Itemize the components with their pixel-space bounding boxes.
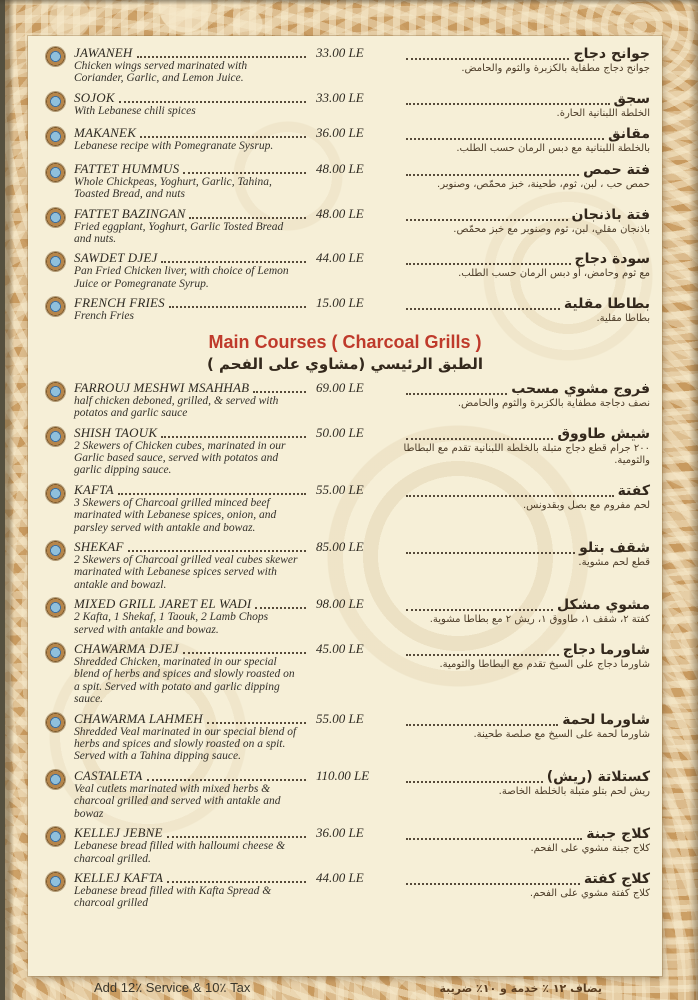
item-arabic-block [402,162,650,192]
item-arabic-block [402,126,650,156]
dotted-leader [255,597,306,609]
item-price: 44.00 LE [316,250,364,266]
item-price: 48.00 LE [316,205,364,221]
dotted-leader [183,642,306,654]
item-description-en: Veal cutlets marinated with mixed herbs & charcoal grilled and served with antakle and bowaz [74,782,281,820]
item-english-block [74,597,310,636]
restaurant-logo-badge-icon [46,127,65,146]
item-english-block [74,712,310,763]
item-name-ar: شاورما لحمة [562,711,650,728]
dotted-leader [137,46,307,58]
restaurant-logo-badge-icon [46,163,65,182]
item-english-block [74,381,310,420]
restaurant-logo-badge-icon [46,872,65,891]
dotted-leader [406,428,553,440]
item-name-en: SHEKAF [74,539,124,554]
dotted-leader [167,871,306,883]
item-description-en: 2 Skewers of Charcoal grilled veal cubes skewer marinated with Lebanese spices served with antakle and bowazl. [74,554,298,591]
item-name-en: CASTALETA [74,767,143,783]
item-description-en: Chicken wings served marinated with Coriander, Garlic, and Lemon Juice. [74,60,248,85]
item-arabic-block [402,769,650,799]
item-price: 55.00 LE [316,710,364,726]
dotted-leader [183,162,306,174]
dotted-leader [147,769,307,781]
item-price: 33.00 LE [316,45,364,60]
item-english-block [74,642,310,706]
item-name-ar: سجق [613,90,650,107]
dotted-leader [406,383,507,395]
item-description-ar: الخلطة اللبنانية الحارة. [556,107,650,119]
item-arabic-block [402,46,650,76]
menu-item-row [40,162,650,201]
item-arabic-block [402,91,650,121]
menu-item-row [40,871,650,910]
item-description-en: Whole Chickpeas, Yoghurt, Garlic, Tahina, Toasted Bread, and nuts [74,175,272,201]
item-description-ar: نصف دجاجة مطفاية بالكزبرة والثوم والحامض. [457,397,650,409]
dotted-leader [161,426,306,438]
dotted-leader [167,826,306,838]
item-name-en: SOJOK [74,89,115,105]
restaurant-logo-badge-icon [46,382,65,401]
item-name-en: FATTET BAZINGAN [74,205,186,221]
dotted-leader [118,483,306,495]
menu-item-row [40,91,650,121]
item-arabic-block [402,712,650,742]
restaurant-logo-badge-icon [46,208,65,227]
item-english-block [74,426,310,477]
item-description-ar: قطع لحم مشوية. [578,557,650,568]
item-description-en: Pan Fried Chicken liver, with choice of Lemon Juice or Pomegranate Syrup. [74,265,289,290]
item-english-block [74,540,310,591]
restaurant-logo-badge-icon [46,598,65,617]
dotted-leader [406,253,571,265]
footer-note-en: Add 12٪ Service & 10٪ Tax [94,980,251,995]
menu-item-row [40,483,650,534]
dotted-leader [169,296,306,308]
dotted-leader [253,381,306,393]
item-description-en: With Lebanese chili spices [74,104,196,117]
item-english-block [74,91,310,117]
item-price: 44.00 LE [316,869,364,885]
restaurant-logo-badge-icon [46,484,65,503]
item-price: 110.00 LE [316,767,370,783]
item-description-ar: شاورما دجاج على السيخ تقدم مع البطاطا والثومية. [439,659,650,671]
item-description-en: French Fries [74,310,134,323]
footer-note [28,979,662,997]
restaurant-logo-badge-icon [46,541,65,560]
item-price: 85.00 LE [316,539,364,554]
item-name-ar: مقانق [608,126,650,143]
dotted-leader [207,712,306,724]
dotted-leader [406,714,558,726]
restaurant-logo-badge-icon [46,47,65,66]
menu-page [28,36,662,976]
item-arabic-block [402,871,650,901]
item-name-en: FARROUJ MESHWI MSAHHAB [74,379,250,395]
section-heading [40,332,650,373]
item-name-ar: كستلاتة (ريش) [546,768,650,785]
menu-item-row [40,769,650,820]
dotted-leader [161,251,306,263]
item-price: 50.00 LE [316,424,364,440]
item-arabic-block [402,826,650,856]
scan-edge-left [0,0,14,1000]
menu-item-row [40,296,650,326]
item-price: 36.00 LE [316,825,364,841]
item-price: 15.00 LE [316,295,364,311]
dotted-leader [406,599,553,611]
footer-note-ar: يضاف ١٢ ٪ خدمة و ١٠٪ ضريبة [439,981,602,995]
item-description-ar: ٢٠٠ جرام قطع دجاج متبلة بالخلطة اللبنانية تقدم مع البطاطا والثومية. [403,442,650,467]
item-arabic-block [402,642,650,672]
item-price: 36.00 LE [316,125,364,141]
restaurant-logo-badge-icon [46,252,65,271]
item-english-block [74,162,310,201]
item-description-en: Fried eggplant, Yoghurt, Garlic Tosted Bread and nuts. [74,220,284,246]
item-arabic-block [402,597,650,627]
item-description-ar: كلاج كفتة مشوي على الفحم. [529,887,650,899]
restaurant-logo-badge-icon [46,643,65,662]
item-name-ar: فروج مشوي مسحب [511,380,650,397]
restaurant-logo-badge-icon [46,92,65,111]
item-name-en: MIXED GRILL JARET EL WADI [74,596,252,612]
item-price: 45.00 LE [316,641,364,657]
restaurant-logo-badge-icon [46,770,65,789]
item-arabic-block [402,207,650,237]
item-description-en: 2 Skewers of Chicken cubes, marinated in our Garlic based sauce, served with potatos and garlic dipping sauce. [74,439,286,477]
item-english-block [74,207,310,246]
item-name-en: SAWDET DJEJ [74,250,158,266]
item-arabic-block [402,540,650,570]
dotted-leader [406,164,579,176]
item-name-ar: شاورما دجاج [562,642,650,659]
dotted-leader [128,540,306,552]
item-arabic-block [402,483,650,513]
item-name-ar: جوانح دجاج [573,46,650,62]
item-description-ar: شاورما لحمة على السيخ مع صلصة طحينة. [473,728,650,740]
item-description-ar: مع ثوم وحامض، أو دبس الرمان حسب الطلب. [458,268,650,280]
item-name-ar: كلاج جبنة [586,826,650,843]
item-arabic-block [402,381,650,411]
item-name-ar: فتة باذنجان [571,206,650,223]
dotted-leader [189,207,306,219]
item-price: 98.00 LE [316,596,364,612]
dotted-leader [119,91,306,103]
dotted-leader [406,644,559,656]
item-name-ar: فتة حمص [583,161,650,178]
item-name-en: KELLEJ JEBNE [74,825,163,841]
item-name-ar: شقف بتلو [579,540,650,556]
menu-item-row [40,597,650,636]
item-name-en: FATTET HUMMUS [74,160,180,176]
item-description-en: Lebanese bread filled with Kafta Spread & charcoal grilled [74,884,272,910]
item-description-en: Shredded Veal marinated in our special blend of herbs and spices and slowly roasted on a spit. Served with a Tahina dipping sauce. [74,725,297,763]
item-name-en: MAKANEK [74,125,137,141]
item-name-ar: بطاطا مقلية [563,296,650,313]
section-heading-ar: الطبق الرئيسي (مشاوي على الفحم ) [206,354,484,373]
restaurant-logo-badge-icon [46,427,65,446]
item-name-en: FRENCH FRIES [74,295,165,311]
dotted-leader [406,209,568,221]
item-english-block [74,769,310,820]
item-price: 48.00 LE [316,160,364,176]
dotted-leader [406,298,560,310]
scan-edge-right [689,0,698,1000]
item-description-ar: لحم مفروم مع بصل وبقدونس. [523,499,650,511]
dotted-leader [406,93,610,105]
dotted-leader [140,126,306,138]
item-name-ar: كفتة [617,482,650,499]
item-english-block [74,483,310,534]
item-description-ar: جوانح دجاج مطفاية بالكزبرة والثوم والحامض. [461,63,650,74]
menu-item-row [40,826,650,865]
item-description-ar: بطاطا مقلية. [596,313,650,325]
section-heading-en: Main Courses ( Charcoal Grills ) [208,331,482,352]
item-name-ar: شيش طاووق [557,425,650,442]
dotted-leader [406,828,582,840]
item-description-ar: كفتة ٢، شقف ١، طاووق ١، ريش ٢ مع بطاطا مشوية. [429,614,650,626]
item-name-ar: سودة دجاج [574,251,650,268]
dotted-leader [406,485,614,497]
item-name-en: CHAWARMA DJEJ [74,641,179,657]
dotted-leader [406,771,543,783]
restaurant-logo-badge-icon [46,827,65,846]
menu-item-row [40,381,650,420]
item-description-ar: ريش لحم بتلو متبلة بالخلطة الخاصة. [498,785,650,797]
menu-item-row [40,426,650,477]
restaurant-logo-badge-icon [46,713,65,732]
item-arabic-block [402,296,650,326]
item-price: 69.00 LE [316,379,364,395]
item-description-en: Lebanese bread filled with halloumi cheese & charcoal grilled. [74,840,286,865]
item-description-en: Shredded Chicken, marinated in our special blend of herbs and spices and slowly roasted on a spit. Served with potato and garlic dipping sauce. [74,656,295,706]
item-description-ar: كلاج جبنة مشوي على الفحم. [530,843,650,855]
item-name-ar: كلاج كفتة [583,870,650,887]
item-arabic-block [402,426,650,468]
item-english-block [74,871,310,910]
item-name-en: KAFTA [74,481,114,497]
menu-item-row [40,207,650,246]
item-price: 55.00 LE [316,481,364,497]
item-english-block [74,251,310,290]
item-name-en: CHAWARMA LAHMEH [74,710,203,726]
item-arabic-block [402,251,650,281]
item-name-en: SHISH TAOUK [74,424,158,440]
item-english-block [74,826,310,865]
mains-list [40,381,650,910]
item-description-ar: حمص حب ، لبن، ثوم، طحينة، خبز محمّص، وصنوبر. [437,178,650,190]
item-price: 33.00 LE [316,89,364,105]
restaurant-logo-badge-icon [46,297,65,316]
item-name-ar: مشوي مشكل [557,597,650,614]
item-english-block [74,46,310,85]
scan-edge-top [0,0,698,5]
menu-item-row [40,540,650,591]
menu-item-row [40,712,650,763]
menu-item-row [40,46,650,85]
item-description-en: 3 Skewers of Charcoal grilled minced beef marinated with Lebanese spices, onion, and parsley served with antakle and bowaz. [74,496,277,534]
dotted-leader [406,128,604,140]
item-english-block [74,126,310,152]
item-name-en: JAWANEH [74,45,133,60]
item-description-en: Lebanese recipe with Pomegranate Sysrup. [74,140,274,153]
dotted-leader [406,873,580,885]
dotted-leader [406,542,575,554]
menu-item-row [40,251,650,290]
starters-list [40,46,650,326]
menu-item-row [40,126,650,156]
item-description-en: half chicken deboned, grilled, & served with potatos and garlic sauce [74,394,279,420]
dotted-leader [406,48,569,60]
item-description-ar: باذنجان مقلي، لبن، ثوم وصنوبر مع خبز محمّص. [453,223,650,235]
item-name-en: KELLEJ KAFTA [74,869,164,885]
item-description-en: 2 Kafta, 1 Shekaf, 1 Taouk, 2 Lamb Chops served with antakle and bowaz. [74,611,269,636]
item-english-block [74,296,310,322]
menu-item-row [40,642,650,706]
item-description-ar: بالخلطة اللبنانية مع دبس الرمان حسب الطلب. [456,143,650,155]
